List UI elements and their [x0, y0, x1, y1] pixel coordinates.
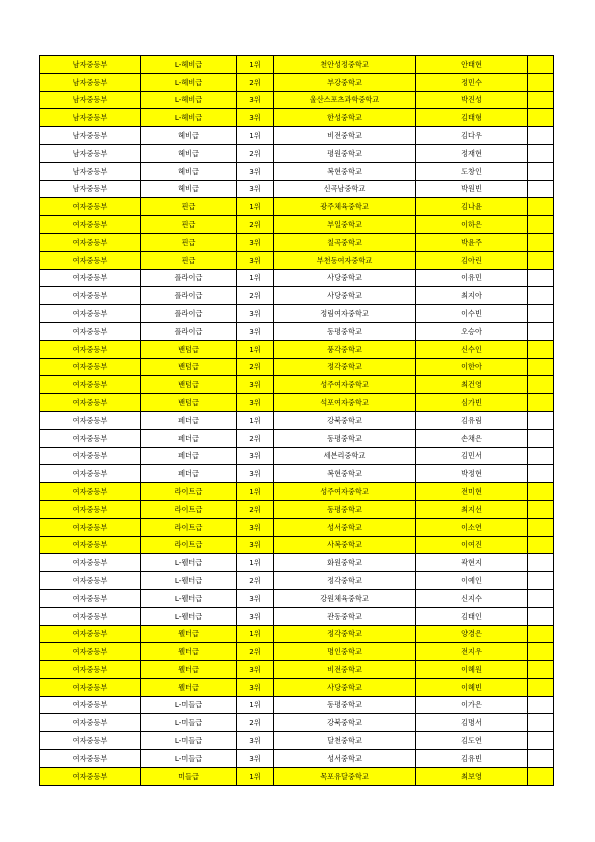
division-cell: 여자중등부	[40, 429, 141, 447]
weight-class-cell: 웰터급	[141, 661, 237, 679]
school-cell: 신곡남중학교	[274, 180, 416, 198]
weight-class-cell: 라이트급	[141, 536, 237, 554]
weight-class-cell: 핀급	[141, 216, 237, 234]
table-row	[40, 376, 554, 394]
division-cell: 여자중등부	[40, 572, 141, 590]
division-cell: 여자중등부	[40, 233, 141, 251]
rank-cell: 1위	[237, 127, 274, 145]
athlete-name-cell: 박정현	[416, 465, 528, 483]
athlete-name-cell: 박원빈	[416, 180, 528, 198]
school-cell: 복현중학교	[274, 465, 416, 483]
athlete-name-cell: 김도연	[416, 732, 528, 750]
school-cell: 부일중학교	[274, 216, 416, 234]
table-row	[40, 750, 554, 768]
athlete-name-cell: 최건영	[416, 376, 528, 394]
athlete-name-cell: 이하은	[416, 216, 528, 234]
athlete-name-cell: 김유빈	[416, 750, 528, 768]
rank-cell: 2위	[237, 73, 274, 91]
weight-class-cell: L-미들급	[141, 714, 237, 732]
school-cell: 목포유달중학교	[274, 767, 416, 785]
weight-class-cell: 밴텀급	[141, 340, 237, 358]
rank-cell: 1위	[237, 696, 274, 714]
empty-cell	[528, 358, 554, 376]
table-row	[40, 216, 554, 234]
athlete-name-cell: 최지선	[416, 500, 528, 518]
division-cell: 여자중등부	[40, 394, 141, 412]
athlete-name-cell: 김나윤	[416, 198, 528, 216]
empty-cell	[528, 322, 554, 340]
rank-cell: 3위	[237, 376, 274, 394]
table-row	[40, 91, 554, 109]
athlete-name-cell: 김다우	[416, 127, 528, 145]
rank-cell: 3위	[237, 322, 274, 340]
school-cell: 강북중학교	[274, 714, 416, 732]
weight-class-cell: L-웰터급	[141, 554, 237, 572]
school-cell: 칠곡중학교	[274, 233, 416, 251]
athlete-name-cell: 신지수	[416, 589, 528, 607]
table-row	[40, 411, 554, 429]
division-cell: 남자중등부	[40, 144, 141, 162]
table-row	[40, 678, 554, 696]
school-cell: 강북중학교	[274, 411, 416, 429]
division-cell: 남자중등부	[40, 91, 141, 109]
division-cell: 여자중등부	[40, 269, 141, 287]
athlete-name-cell: 이수빈	[416, 305, 528, 323]
rank-cell: 3위	[237, 678, 274, 696]
table-row	[40, 429, 554, 447]
school-cell: 천안성정중학교	[274, 56, 416, 74]
table-row	[40, 536, 554, 554]
weight-class-cell: 헤비급	[141, 127, 237, 145]
school-cell: 정각중학교	[274, 572, 416, 590]
division-cell: 여자중등부	[40, 251, 141, 269]
rank-cell: 2위	[237, 714, 274, 732]
athlete-name-cell: 김아린	[416, 251, 528, 269]
school-cell: 정림여자중학교	[274, 305, 416, 323]
empty-cell	[528, 269, 554, 287]
athlete-name-cell: 오승아	[416, 322, 528, 340]
school-cell: 명인중학교	[274, 643, 416, 661]
school-cell: 평원중학교	[274, 144, 416, 162]
school-cell: 성서중학교	[274, 750, 416, 768]
division-cell: 여자중등부	[40, 518, 141, 536]
weight-class-cell: 웰터급	[141, 678, 237, 696]
division-cell: 여자중등부	[40, 625, 141, 643]
weight-class-cell: L-미들급	[141, 732, 237, 750]
division-cell: 남자중등부	[40, 180, 141, 198]
weight-class-cell: 페더급	[141, 465, 237, 483]
school-cell: 복현중학교	[274, 162, 416, 180]
division-cell: 여자중등부	[40, 767, 141, 785]
athlete-name-cell: 이혜원	[416, 661, 528, 679]
weight-class-cell: 플라이급	[141, 287, 237, 305]
table-row	[40, 572, 554, 590]
division-cell: 여자중등부	[40, 714, 141, 732]
rank-cell: 3위	[237, 233, 274, 251]
rank-cell: 3위	[237, 518, 274, 536]
rank-cell: 3위	[237, 661, 274, 679]
weight-class-cell: 웰터급	[141, 643, 237, 661]
athlete-name-cell: 최지아	[416, 287, 528, 305]
school-cell: 한성중학교	[274, 109, 416, 127]
table-row	[40, 56, 554, 74]
table-row	[40, 198, 554, 216]
athlete-name-cell: 전미현	[416, 483, 528, 501]
rank-cell: 1위	[237, 340, 274, 358]
rank-cell: 1위	[237, 554, 274, 572]
rank-cell: 3위	[237, 251, 274, 269]
rank-cell: 3위	[237, 732, 274, 750]
empty-cell	[528, 376, 554, 394]
rank-cell: 3위	[237, 589, 274, 607]
table-row	[40, 73, 554, 91]
division-cell: 여자중등부	[40, 696, 141, 714]
division-cell: 여자중등부	[40, 554, 141, 572]
table-row	[40, 358, 554, 376]
athlete-name-cell: 이소연	[416, 518, 528, 536]
rank-cell: 3위	[237, 180, 274, 198]
rank-cell: 2위	[237, 643, 274, 661]
athlete-name-cell: 김명서	[416, 714, 528, 732]
rank-cell: 2위	[237, 572, 274, 590]
weight-class-cell: L-미들급	[141, 696, 237, 714]
table-row	[40, 269, 554, 287]
athlete-name-cell: 김민서	[416, 447, 528, 465]
empty-cell	[528, 233, 554, 251]
division-cell: 여자중등부	[40, 322, 141, 340]
division-cell: 여자중등부	[40, 216, 141, 234]
table-row	[40, 180, 554, 198]
table-row	[40, 251, 554, 269]
empty-cell	[528, 589, 554, 607]
rank-cell: 2위	[237, 358, 274, 376]
rank-cell: 3위	[237, 607, 274, 625]
weight-class-cell: 헤비급	[141, 144, 237, 162]
table-row	[40, 696, 554, 714]
athlete-name-cell: 도창인	[416, 162, 528, 180]
school-cell: 부강중학교	[274, 73, 416, 91]
school-cell: 동평중학교	[274, 696, 416, 714]
weight-class-cell: 플라이급	[141, 269, 237, 287]
empty-cell	[528, 643, 554, 661]
empty-cell	[528, 429, 554, 447]
weight-class-cell: 라이트급	[141, 518, 237, 536]
table-row	[40, 465, 554, 483]
empty-cell	[528, 500, 554, 518]
rank-cell: 3위	[237, 447, 274, 465]
school-cell: 관동중학교	[274, 607, 416, 625]
school-cell: 달천중학교	[274, 732, 416, 750]
athlete-name-cell: 이혜빈	[416, 678, 528, 696]
table-row	[40, 589, 554, 607]
school-cell: 동평중학교	[274, 500, 416, 518]
weight-class-cell: 밴텀급	[141, 358, 237, 376]
school-cell: 사당중학교	[274, 269, 416, 287]
empty-cell	[528, 109, 554, 127]
school-cell: 부천동여자중학교	[274, 251, 416, 269]
table-row	[40, 625, 554, 643]
weight-class-cell: 밴텀급	[141, 394, 237, 412]
division-cell: 여자중등부	[40, 607, 141, 625]
school-cell: 동평중학교	[274, 322, 416, 340]
table-row	[40, 518, 554, 536]
weight-class-cell: 페더급	[141, 411, 237, 429]
rank-cell: 1위	[237, 56, 274, 74]
division-cell: 여자중등부	[40, 411, 141, 429]
school-cell: 울산스포츠과학중학교	[274, 91, 416, 109]
division-cell: 여자중등부	[40, 750, 141, 768]
table-row	[40, 340, 554, 358]
weight-class-cell: 웰터급	[141, 625, 237, 643]
school-cell: 광주체육중학교	[274, 198, 416, 216]
empty-cell	[528, 162, 554, 180]
athlete-name-cell: 김태인	[416, 607, 528, 625]
table-row	[40, 643, 554, 661]
division-cell: 여자중등부	[40, 198, 141, 216]
empty-cell	[528, 56, 554, 74]
empty-cell	[528, 625, 554, 643]
empty-cell	[528, 678, 554, 696]
empty-cell	[528, 767, 554, 785]
empty-cell	[528, 127, 554, 145]
division-cell: 여자중등부	[40, 340, 141, 358]
weight-class-cell: 밴텀급	[141, 376, 237, 394]
division-cell: 여자중등부	[40, 483, 141, 501]
weight-class-cell: L-헤비급	[141, 91, 237, 109]
school-cell: 화원중학교	[274, 554, 416, 572]
table-row	[40, 394, 554, 412]
table-row	[40, 732, 554, 750]
athlete-name-cell: 정민수	[416, 73, 528, 91]
athlete-name-cell: 양경은	[416, 625, 528, 643]
weight-class-cell: 핀급	[141, 251, 237, 269]
weight-class-cell: L-헤비급	[141, 109, 237, 127]
empty-cell	[528, 287, 554, 305]
athlete-name-cell: 이예인	[416, 572, 528, 590]
athlete-name-cell: 이유민	[416, 269, 528, 287]
empty-cell	[528, 216, 554, 234]
results-table-body	[40, 56, 554, 786]
weight-class-cell: 핀급	[141, 198, 237, 216]
athlete-name-cell: 곽현지	[416, 554, 528, 572]
division-cell: 여자중등부	[40, 376, 141, 394]
school-cell: 성주여자중학교	[274, 376, 416, 394]
empty-cell	[528, 483, 554, 501]
table-row	[40, 162, 554, 180]
rank-cell: 2위	[237, 216, 274, 234]
rank-cell: 1위	[237, 767, 274, 785]
school-cell: 정각중학교	[274, 358, 416, 376]
athlete-name-cell: 최보영	[416, 767, 528, 785]
empty-cell	[528, 554, 554, 572]
empty-cell	[528, 305, 554, 323]
empty-cell	[528, 91, 554, 109]
table-row	[40, 767, 554, 785]
athlete-name-cell: 이가은	[416, 696, 528, 714]
weight-class-cell: L-웰터급	[141, 572, 237, 590]
empty-cell	[528, 198, 554, 216]
division-cell: 여자중등부	[40, 500, 141, 518]
rank-cell: 2위	[237, 287, 274, 305]
weight-class-cell: L-헤비급	[141, 56, 237, 74]
division-cell: 남자중등부	[40, 109, 141, 127]
table-row	[40, 233, 554, 251]
division-cell: 여자중등부	[40, 305, 141, 323]
rank-cell: 3위	[237, 305, 274, 323]
athlete-name-cell: 신수인	[416, 340, 528, 358]
school-cell: 성주여자중학교	[274, 483, 416, 501]
rank-cell: 1위	[237, 411, 274, 429]
division-cell: 여자중등부	[40, 661, 141, 679]
athlete-name-cell: 안태현	[416, 56, 528, 74]
empty-cell	[528, 696, 554, 714]
division-cell: 여자중등부	[40, 678, 141, 696]
athlete-name-cell: 정재현	[416, 144, 528, 162]
rank-cell: 3위	[237, 536, 274, 554]
weight-class-cell: 헤비급	[141, 162, 237, 180]
rank-cell: 3위	[237, 394, 274, 412]
school-cell: 강원체육중학교	[274, 589, 416, 607]
weight-class-cell: 페더급	[141, 429, 237, 447]
rank-cell: 2위	[237, 500, 274, 518]
empty-cell	[528, 251, 554, 269]
table-row	[40, 287, 554, 305]
empty-cell	[528, 732, 554, 750]
school-cell: 사복중학교	[274, 536, 416, 554]
table-row	[40, 127, 554, 145]
empty-cell	[528, 394, 554, 412]
rank-cell: 1위	[237, 269, 274, 287]
athlete-name-cell: 이한아	[416, 358, 528, 376]
empty-cell	[528, 180, 554, 198]
division-cell: 여자중등부	[40, 447, 141, 465]
rank-cell: 1위	[237, 625, 274, 643]
school-cell: 세븐리중학교	[274, 447, 416, 465]
weight-class-cell: 플라이급	[141, 305, 237, 323]
empty-cell	[528, 607, 554, 625]
weight-class-cell: 페더급	[141, 447, 237, 465]
division-cell: 여자중등부	[40, 732, 141, 750]
weight-class-cell: L-헤비급	[141, 73, 237, 91]
weight-class-cell: 라이트급	[141, 500, 237, 518]
athlete-name-cell: 전지우	[416, 643, 528, 661]
table-row	[40, 661, 554, 679]
table-row	[40, 500, 554, 518]
athlete-name-cell: 이여진	[416, 536, 528, 554]
empty-cell	[528, 73, 554, 91]
table-row	[40, 109, 554, 127]
rank-cell: 2위	[237, 144, 274, 162]
athlete-name-cell: 김유림	[416, 411, 528, 429]
school-cell: 정각중학교	[274, 625, 416, 643]
table-row	[40, 305, 554, 323]
division-cell: 여자중등부	[40, 536, 141, 554]
division-cell: 남자중등부	[40, 56, 141, 74]
weight-class-cell: 라이트급	[141, 483, 237, 501]
weight-class-cell: L-미들급	[141, 750, 237, 768]
table-row	[40, 714, 554, 732]
school-cell: 성서중학교	[274, 518, 416, 536]
athlete-name-cell: 손채은	[416, 429, 528, 447]
table-row	[40, 447, 554, 465]
empty-cell	[528, 714, 554, 732]
table-row	[40, 322, 554, 340]
rank-cell: 2위	[237, 429, 274, 447]
table-row	[40, 607, 554, 625]
empty-cell	[528, 518, 554, 536]
weight-class-cell: 핀급	[141, 233, 237, 251]
division-cell: 여자중등부	[40, 643, 141, 661]
weight-class-cell: 미들급	[141, 767, 237, 785]
division-cell: 남자중등부	[40, 127, 141, 145]
empty-cell	[528, 465, 554, 483]
division-cell: 여자중등부	[40, 465, 141, 483]
rank-cell: 3위	[237, 91, 274, 109]
weight-class-cell: L-웰터급	[141, 607, 237, 625]
weight-class-cell: 플라이급	[141, 322, 237, 340]
athlete-name-cell: 김태형	[416, 109, 528, 127]
division-cell: 여자중등부	[40, 358, 141, 376]
empty-cell	[528, 572, 554, 590]
empty-cell	[528, 411, 554, 429]
division-cell: 여자중등부	[40, 287, 141, 305]
empty-cell	[528, 750, 554, 768]
rank-cell: 1위	[237, 483, 274, 501]
rank-cell: 3위	[237, 465, 274, 483]
school-cell: 석포여자중학교	[274, 394, 416, 412]
weight-class-cell: 헤비급	[141, 180, 237, 198]
weight-class-cell: L-웰터급	[141, 589, 237, 607]
athlete-name-cell: 박진성	[416, 91, 528, 109]
school-cell: 사당중학교	[274, 678, 416, 696]
division-cell: 남자중등부	[40, 162, 141, 180]
division-cell: 남자중등부	[40, 73, 141, 91]
athlete-name-cell: 심가빈	[416, 394, 528, 412]
school-cell: 비전중학교	[274, 127, 416, 145]
empty-cell	[528, 447, 554, 465]
athlete-name-cell: 박윤주	[416, 233, 528, 251]
empty-cell	[528, 340, 554, 358]
school-cell: 풍각중학교	[274, 340, 416, 358]
table-row	[40, 144, 554, 162]
empty-cell	[528, 536, 554, 554]
results-table	[39, 55, 554, 786]
table-row	[40, 483, 554, 501]
rank-cell: 3위	[237, 162, 274, 180]
rank-cell: 3위	[237, 109, 274, 127]
school-cell: 동평중학교	[274, 429, 416, 447]
school-cell: 비전중학교	[274, 661, 416, 679]
empty-cell	[528, 661, 554, 679]
division-cell: 여자중등부	[40, 589, 141, 607]
school-cell: 사당중학교	[274, 287, 416, 305]
table-row	[40, 554, 554, 572]
rank-cell: 3위	[237, 750, 274, 768]
empty-cell	[528, 144, 554, 162]
rank-cell: 1위	[237, 198, 274, 216]
